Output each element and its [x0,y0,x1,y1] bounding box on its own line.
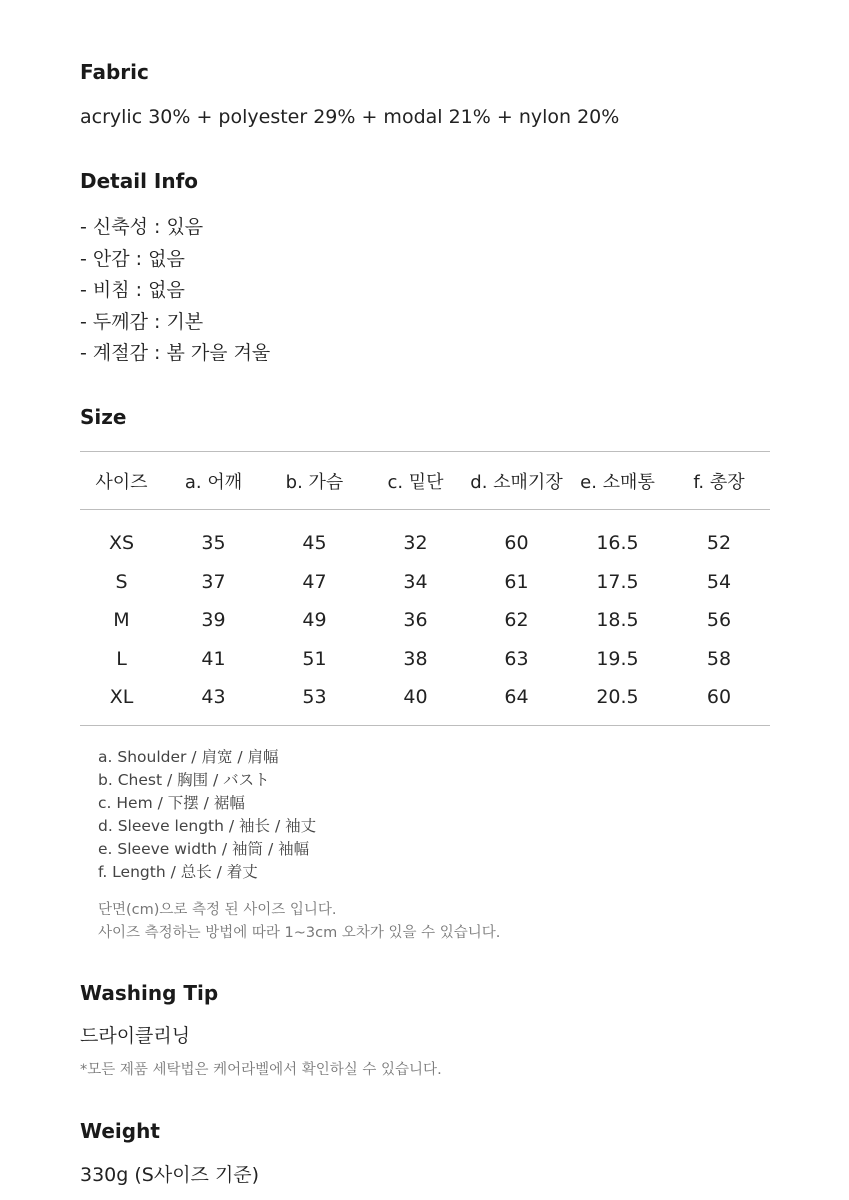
table-cell: 62 [504,609,529,632]
table-cell: 51 [302,647,327,670]
size-heading: Size [80,405,127,429]
fabric-heading: Fabric [80,60,149,84]
table-cell: 40 [403,686,428,709]
table-row [80,601,770,640]
detail-info-list [80,212,270,370]
legend-item: e. Sleeve width / 袖筒 / 袖幅 [98,840,310,858]
header-chest: b. 가슴 [285,471,344,493]
table-cell: 63 [504,647,529,670]
header-sleeve-width: e. 소매통 [580,471,655,493]
washing-care-note: *모든 제품 세탁법은 케어라벨에서 확인하실 수 있습니다. [80,1062,442,1078]
legend-item: b. Chest / 胸围 / バスト [98,771,270,789]
table-cell: 38 [403,647,428,670]
size-table-header-row [80,452,770,509]
table-cell: 54 [706,570,732,593]
washing-tip-heading: Washing Tip [80,981,219,1005]
table-bottom-rule [80,725,770,726]
legend-item: c. Hem / 下摆 / 裾幅 [98,794,245,812]
table-cell: 49 [302,609,327,632]
table-cell: 32 [403,532,428,555]
header-hem: c. 밑단 [387,471,444,493]
table-cell: L [116,647,127,670]
table-cell: 60 [504,532,529,555]
measurement-note [98,899,500,945]
table-row [80,678,770,717]
table-cell: S [115,570,128,593]
table-cell: 20.5 [596,686,639,709]
fabric-content: acrylic 30% + polyester 29% + modal 21% + nylon 20% [80,106,620,128]
size-legend [98,746,316,884]
table-cell: 35 [201,532,226,555]
table-cell: 60 [706,686,732,709]
legend-item: d. Sleeve length / 袖长 / 袖丈 [98,817,317,835]
header-shoulder: a. 어깨 [184,471,243,493]
table-cell: 41 [201,647,226,670]
washing-tip-content: 드라이클리닝 [80,1025,191,1047]
header-size: 사이즈 [95,471,148,493]
table-cell: 56 [706,609,732,632]
legend-item: a. Shoulder / 肩宽 / 肩幅 [98,748,279,766]
table-cell: 61 [504,570,529,593]
table-row [80,509,770,563]
measurement-note-line: 단면(cm)으로 측정 된 사이즈 입니다. [98,902,337,918]
header-length: f. 총장 [693,471,745,493]
weight-heading: Weight [80,1119,160,1143]
table-cell: 19.5 [596,647,639,670]
table-cell: 36 [403,609,428,632]
table-cell: 53 [302,686,327,709]
detail-item-season: - 계절감 : 봄 가을 겨울 [80,342,271,365]
detail-item-thickness: - 두께감 : 기본 [80,310,204,333]
table-cell: 47 [302,570,327,593]
table-cell: 17.5 [596,570,639,593]
detail-info-heading: Detail Info [80,169,199,193]
table-cell: 37 [201,570,226,593]
detail-item-stretch: - 신축성 : 있음 [80,216,204,238]
table-cell: 34 [403,570,428,593]
table-cell: 18.5 [596,609,639,632]
size-table [80,452,770,717]
weight-content: 330g (S사이즈 기준) [80,1164,260,1186]
table-cell: 64 [504,686,529,709]
table-cell: 45 [302,532,327,555]
table-cell: 16.5 [596,532,639,555]
table-cell: M [113,609,130,632]
measurement-note-line: 사이즈 측정하는 방법에 따라 1~3cm 오차가 있을 수 있습니다. [98,925,501,941]
table-cell: XS [108,532,135,555]
table-cell: 52 [706,532,732,555]
table-cell: XL [109,686,134,709]
detail-item-lining: - 안감 : 없음 [80,247,185,270]
header-sleeve-length: d. 소매기장 [470,471,563,493]
detail-item-sheerness: - 비침 : 없음 [80,279,185,302]
legend-item: f. Length / 总长 / 着丈 [98,863,258,881]
table-row [80,640,770,679]
table-cell: 39 [201,609,226,632]
table-cell: 43 [201,686,226,709]
table-row [80,563,770,602]
table-cell: 58 [706,647,732,670]
